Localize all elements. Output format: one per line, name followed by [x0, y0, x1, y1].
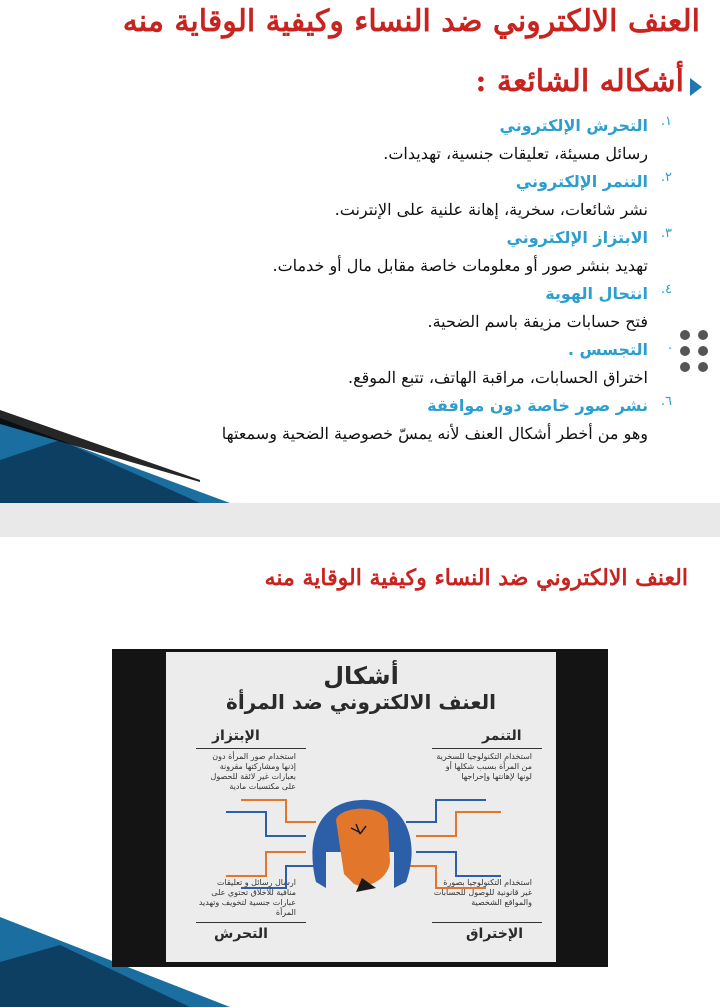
woman-face-illustration: [166, 652, 556, 962]
infographic-title: أشكال: [323, 662, 399, 690]
item-description: تهديد بنشر صور أو معلومات خاصة مقابل مال أو خدمات.: [272, 256, 648, 275]
slide-title: العنف الالكتروني ضد النساء وكيفية الوقاية منه: [122, 4, 700, 39]
item-number: .: [667, 338, 672, 353]
list-item: [38, 394, 672, 449]
list-item: [38, 226, 672, 281]
quadrant-heading-blackmail: الإبتزاز: [212, 728, 260, 744]
list-item: [38, 114, 672, 169]
item-description: نشر شائعات، سخرية، إهانة علنية على الإنترنت.: [334, 200, 648, 219]
slide-title: العنف الالكتروني ضد النساء وكيفية الوقاية منه: [264, 565, 688, 591]
quadrant-heading-hacking: الإختراق: [466, 926, 524, 942]
quadrant-heading-harassment: التحرش: [214, 926, 268, 942]
slide-2: [0, 537, 720, 1007]
item-heading: نشر صور خاصة دون موافقة: [427, 396, 648, 415]
section-subtitle: أشكاله الشائعة :: [475, 64, 684, 99]
item-number: ٤.: [660, 282, 672, 297]
item-heading: التجسس .: [567, 340, 648, 359]
item-number: ٣.: [660, 226, 672, 241]
infographic-image: [112, 649, 608, 967]
list-item: [38, 338, 672, 393]
item-description: اختراق الحسابات، مراقبة الهاتف، تتبع الموقع.: [348, 368, 648, 387]
item-description: رسائل مسيئة، تعليقات جنسية، تهديدات.: [383, 144, 648, 163]
infographic-panel: [166, 652, 556, 962]
item-heading: انتحال الهوية: [545, 284, 648, 303]
slide-1: [0, 0, 720, 503]
bullet-arrow-icon: [690, 78, 702, 96]
item-number: ٢.: [660, 170, 672, 185]
list-item: [38, 282, 672, 337]
quadrant-heading-bullying: التنمر: [482, 728, 522, 744]
item-description: وهو من أخطر أشكال العنف لأنه يمسّ خصوصية الضحية وسمعتها: [221, 424, 648, 443]
item-heading: الابتزاز الإلكتروني: [506, 228, 648, 247]
infographic-subtitle: العنف الالكتروني ضد المرأة: [226, 690, 496, 714]
item-heading: التحرش الإلكتروني: [499, 116, 648, 135]
list-item: [38, 170, 672, 225]
drag-handle-icon[interactable]: [680, 330, 712, 378]
item-description: فتح حسابات مزيفة باسم الضحية.: [427, 312, 648, 331]
quadrant-text-blackmail: استخدام صور المرأة دون إذنها ومشاركتها مقرونة بعبارات غير لائقة للحصول على مكتسبات مادية: [210, 752, 296, 791]
item-number: ١.: [660, 114, 672, 129]
item-heading: التنمر الإلكتروني: [515, 172, 648, 191]
quadrant-text-hacking: استخدام التكنولوجيا بصورة غير قانونية للوصول للحسابات والمواقع الشخصية: [433, 878, 532, 907]
item-number: ٦.: [660, 394, 672, 409]
forms-list: [38, 114, 672, 450]
quadrant-text-harassment: ارسال رسائل و تعليقات منافية للأخلاق تحتوي على عبارات جنسية لتخويف وتهديد المرأة: [198, 878, 296, 917]
quadrant-text-bullying: استخدام التكنولوجيا للسخرية من المرأة بسبب شكلها أو لونها لإهانتها وإحراجها: [436, 752, 532, 781]
